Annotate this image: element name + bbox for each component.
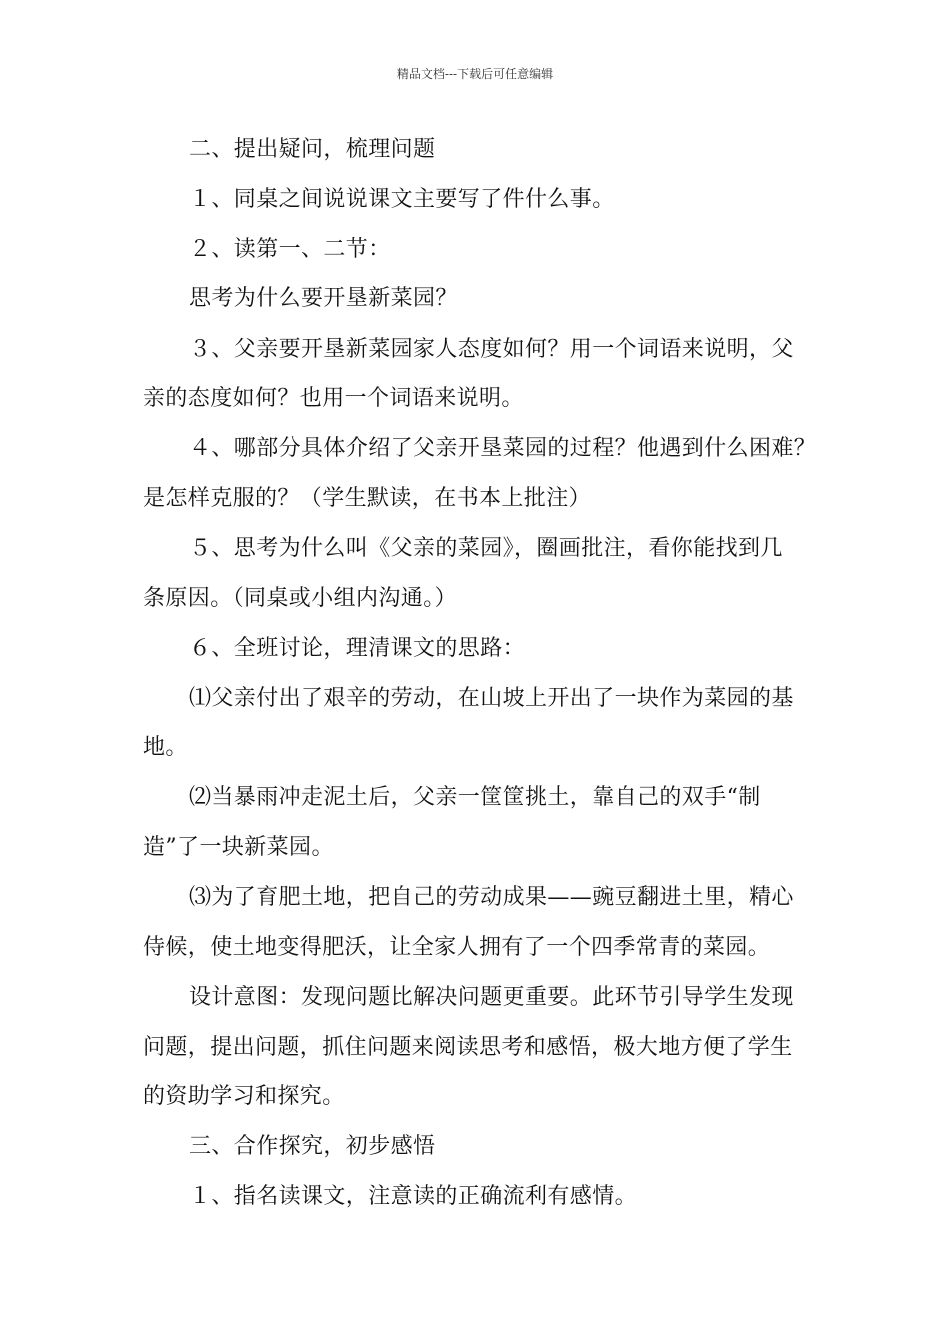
paragraph-line: １、同桌之间说说课文主要写了件什么事。	[189, 187, 615, 212]
paragraph-line: 思考为什么要开垦新菜园？	[189, 286, 458, 311]
paragraph-line: 设计意图：发现问题比解决问题更重要。此环节引导学生发现	[189, 985, 794, 1010]
paragraph-line: ⑶为了育肥土地，把自己的劳动成果——豌豆翻进土里，精心	[189, 885, 794, 910]
paragraph-line: １、指名读课文，注意读的正确流利有感情。	[189, 1184, 638, 1209]
paragraph-line: 是怎样克服的？（学生默读，在书本上批注）	[143, 486, 592, 511]
paragraph-line: 亲的态度如何？也用一个词语来说明。	[143, 386, 524, 411]
paragraph-line: ２、读第一、二节：	[189, 237, 391, 262]
paragraph-line: 的资助学习和探究。	[143, 1084, 345, 1109]
paragraph-line: ４、哪部分具体介绍了父亲开垦菜园的过程？他遇到什么困难？	[189, 436, 817, 461]
paragraph-line: ⑴父亲付出了艰辛的劳动，在山坡上开出了一块作为菜园的基	[189, 686, 794, 711]
section-heading: 三、合作探究，初步感悟	[189, 1134, 436, 1159]
paragraph-line: 条原因。（同桌或小组内沟通。）	[143, 586, 458, 611]
section-heading: 二、提出疑问，梳理问题	[189, 137, 436, 162]
paragraph-line: 造”了一块新菜园。	[143, 835, 334, 860]
paragraph-line: 问题，提出问题，抓住问题来阅读思考和感悟，极大地方便了学生	[143, 1035, 793, 1060]
paragraph-line: ６、全班讨论，理清课文的思路：	[189, 636, 526, 661]
paragraph-line: ５、思考为什么叫《父亲的菜园》，圈画批注，看你能找到几	[189, 536, 783, 561]
paragraph-line: 侍候，使土地变得肥沃，让全家人拥有了一个四季常青的菜园。	[143, 935, 771, 960]
paragraph-line: 地。	[143, 735, 188, 760]
page-header: 精品文档---下载后可任意编辑	[396, 67, 554, 81]
paragraph-line: ３、父亲要开垦新菜园家人态度如何？用一个词语来说明，父	[189, 337, 794, 362]
paragraph-line: ⑵当暴雨冲走泥土后，父亲一筐筐挑土，靠自己的双手“制	[189, 785, 761, 810]
